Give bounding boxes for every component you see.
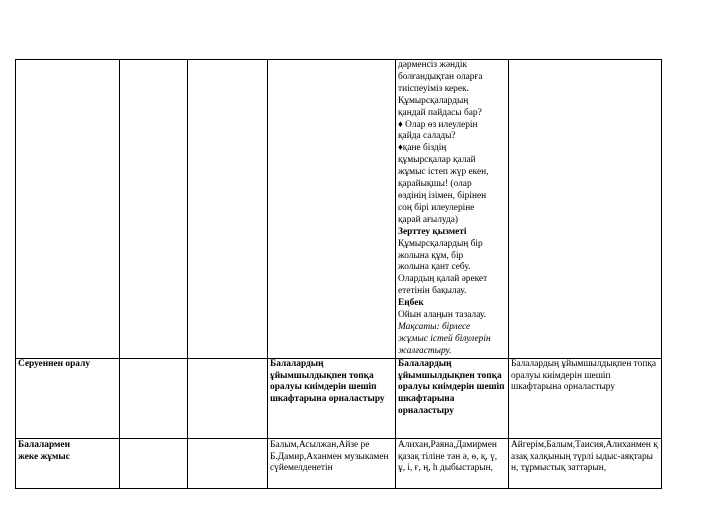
activity-line: Мақсаты: бірлесе [398, 321, 471, 332]
table-row [16, 358, 662, 438]
activity-line: ететінін бақылау. [398, 286, 467, 297]
table-cell: Балым,Асылжан,Айзе ре Б.Дамир,Аханмен музыкамен сүйемелденетін [268, 438, 396, 488]
table-cell [16, 60, 120, 359]
activity-cell [396, 60, 509, 359]
activity-line: қандай пайдасы бар? [398, 107, 482, 118]
table-cell [188, 358, 268, 438]
activity-line: ♦қане біздің [398, 143, 447, 154]
table-cell: Балалардың ұйымшылдықпен топқа оралуы киімдерін шешіп шкафтарына орналастыру [268, 358, 396, 438]
activity-line: болғандықтан оларға [398, 71, 483, 82]
activity-line: құмырсқалар қалай [398, 155, 476, 166]
activity-line: қайда салады? [398, 131, 456, 142]
activity-line: тиіспеуіміз керек. [398, 83, 469, 94]
activity-line: дәрменсіз жәндік [398, 60, 467, 70]
activity-line: Құмырсқалардың бір [398, 238, 483, 249]
table-cell: Алихан,Раяна,Дамирмен қазақ тіліне тән ә, ө, қ, ү, ұ, і, ғ, ң, һ дыбыстарын, [396, 438, 509, 488]
activity-line: өздінің ізімен, бірінен [398, 190, 487, 201]
table-cell: Балалардың ұйымшылдықпен топқа оралуы киімдерін шешіп шкафтарына орналастыру [509, 358, 662, 438]
activity-line: қарай ағылуда) [398, 214, 459, 225]
activity-line: Олардың қалай әрекет [398, 274, 488, 285]
activity-line: жолына құм, бір [398, 250, 464, 261]
table-cell [120, 438, 188, 488]
activity-line: қарайықшы! (олар [398, 179, 472, 190]
table-cell [268, 60, 396, 359]
table-row [16, 60, 662, 359]
activity-line: соң бірі илеулеріне [398, 202, 475, 213]
table-cell [188, 438, 268, 488]
table-cell: Балалардың ұйымшылдықпен топқа оралуы киімдерін шешіп шкафтарына орналастыру [396, 358, 509, 438]
table-cell [509, 60, 662, 359]
schedule-table [15, 59, 662, 489]
table-cell: Айгерім,Балым,Таисия,Алиханмен қазақ халқының түрлі ыдыс-аяқтарын, тұрмыстық заттарын, [509, 438, 662, 488]
activity-line: жолына қант себу. [398, 262, 471, 273]
table-cell [120, 60, 188, 359]
activity-line: Ойын алаңын тазалау. [398, 310, 486, 321]
row-label-individual-work: Балалармен жеке жұмыс [16, 438, 120, 488]
table-cell [120, 358, 188, 438]
activity-line: жұмыс істеп жүр екен, [398, 167, 489, 178]
activity-line: Құмырсқалардың [398, 95, 469, 106]
table-cell [188, 60, 268, 359]
activity-line: Еңбек [398, 298, 424, 309]
table-row [16, 438, 662, 488]
row-label-return-from-walk: Серуеннен оралу [16, 358, 120, 438]
activity-line: Зерттеу қызметі [398, 226, 467, 237]
activity-line: ♦ Олар өз илеулерін [398, 119, 478, 130]
activity-line: жалғастыру. [398, 345, 452, 356]
activity-line: жұмыс істей білулерін [398, 333, 491, 344]
